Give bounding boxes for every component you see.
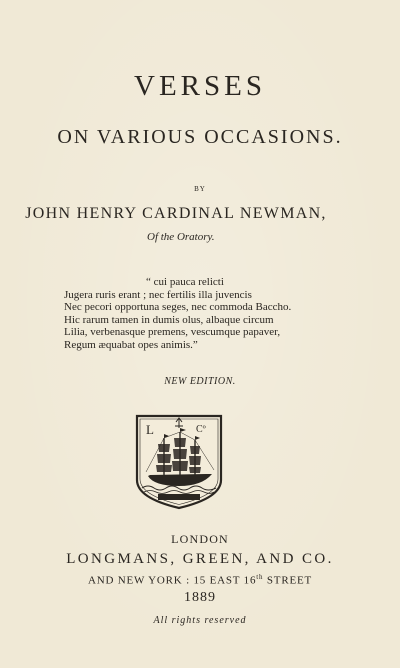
epigraph-line: Hic rarum tamen in dumis olus, albaque circum	[64, 313, 274, 326]
epigraph-line: Nec pecori opportuna seges, nec commoda Baccho.	[64, 301, 292, 314]
book-subtitle: ON VARIOUS OCCASIONS.	[57, 126, 343, 148]
epigraph-line: Lilia, verbenasque premens, vescumque papaver,	[64, 326, 281, 339]
rights-notice: All rights reserved	[153, 615, 247, 626]
author-affiliation: Of the Oratory.	[147, 231, 215, 243]
epigraph	[64, 276, 354, 352]
epigraph-line: “ cui pauca relicti	[146, 276, 224, 288]
edition-label: NEW EDITION.	[164, 376, 236, 387]
imprint-publisher: LONGMANS, GREEN, AND CO.	[66, 551, 334, 567]
epigraph-line: Regum æquabat opes animis.”	[64, 338, 198, 351]
imprint-city: LONDON	[171, 532, 229, 546]
address-prefix: AND NEW YORK : 15 EAST 16	[87, 574, 257, 587]
book-title: VERSES	[134, 70, 266, 102]
publisher-ship-emblem	[134, 414, 224, 510]
imprint-address	[0, 573, 400, 587]
emblem-letter-right: Cº	[196, 424, 206, 435]
by-line: BY	[194, 185, 206, 193]
address-suffix: STREET	[263, 574, 313, 587]
author-name: JOHN HENRY CARDINAL NEWMAN,	[25, 205, 327, 222]
epigraph-line: Jugera ruris erant ; nec fertilis illa juvencis	[64, 288, 252, 301]
imprint-year: 1889	[184, 590, 216, 605]
emblem-letter-left: L	[146, 422, 154, 437]
address-ordinal: th	[256, 573, 264, 581]
